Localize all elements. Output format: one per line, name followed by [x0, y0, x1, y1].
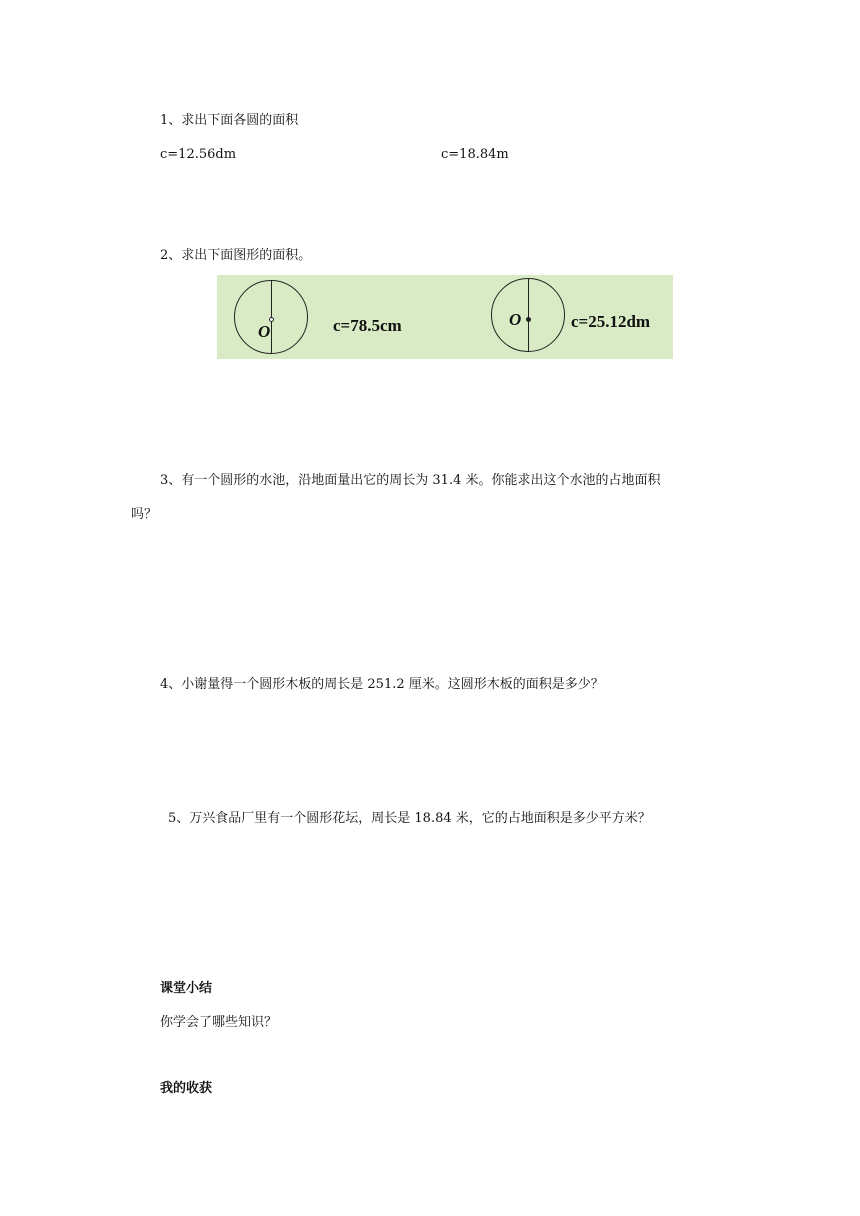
q2-figure2-diameter — [528, 278, 529, 352]
q5-text: 5、万兴食品厂里有一个圆形花坛，周长是 18.84 米，它的占地面积是多少平方米？ — [168, 811, 651, 826]
summary-prompt: 你学会了哪些知识？ — [160, 1015, 278, 1030]
q2-title: 2、求出下面图形的面积。 — [160, 248, 312, 263]
q2-figure2-center-point — [526, 317, 531, 322]
q2-figure2-center-label: O — [509, 310, 522, 329]
harvest-heading: 我的收获 — [160, 1081, 213, 1096]
q3-line2: 吗？ — [131, 507, 158, 522]
q2-figure1-circumference-label: c=78.5cm — [333, 316, 402, 335]
q1-circle-a-circumference: c=12.56dm — [160, 147, 237, 162]
q2-figure2-circumference-label: c=25.12dm — [571, 312, 651, 331]
q3-line1: 3、有一个圆形的水池，沿地面量出它的周长为 31.4 米。你能求出这个水池的占地面积 — [160, 473, 661, 488]
q2-figure-panel — [217, 275, 673, 359]
q1-circle-b-circumference: c=18.84m — [441, 147, 509, 162]
q1-title: 1、求出下面各圆的面积 — [160, 113, 299, 128]
summary-heading: 课堂小结 — [160, 981, 213, 996]
q4-text: 4、小谢量得一个圆形木板的周长是 251.2 厘米。这圆形木板的面积是多少？ — [160, 677, 604, 692]
q2-figure1-center-label: O — [258, 322, 271, 341]
